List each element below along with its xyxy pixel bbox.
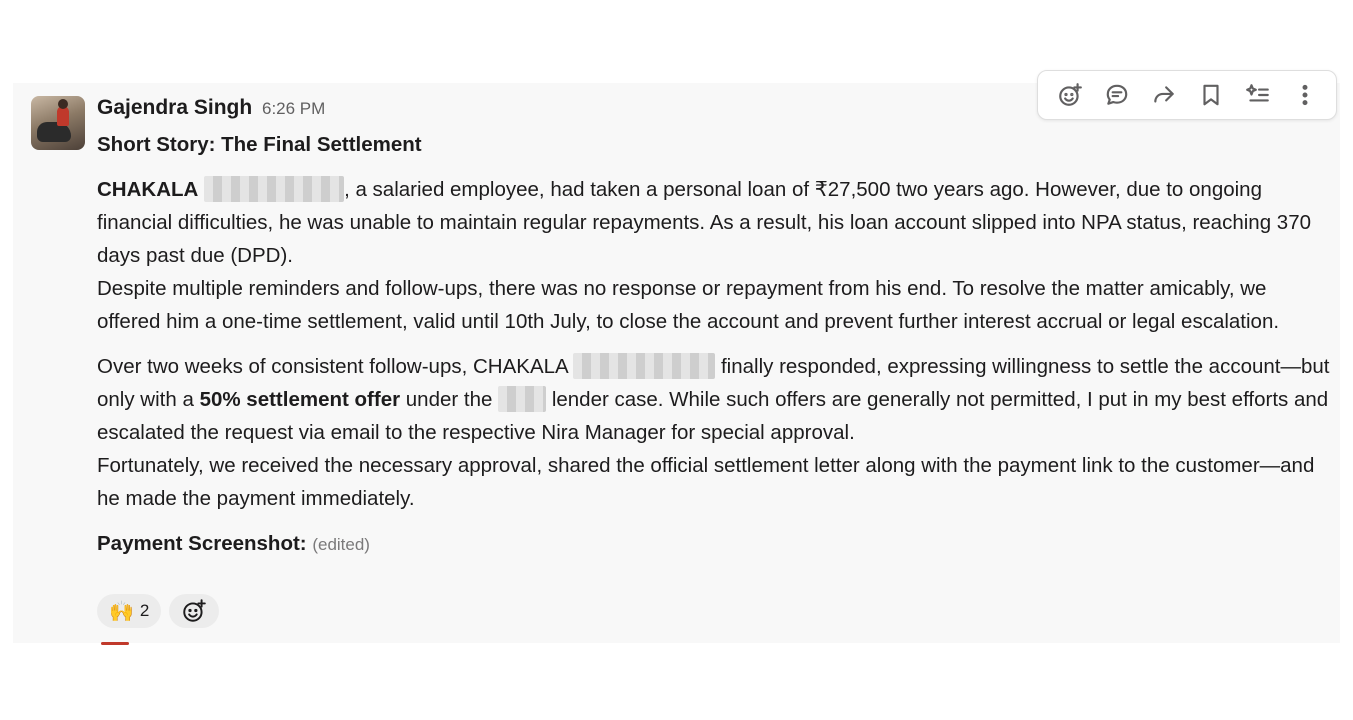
- reaction-raised-hands[interactable]: [97, 594, 161, 628]
- add-reaction-icon: [1057, 82, 1083, 108]
- forward-action[interactable]: [1144, 76, 1184, 114]
- paragraph-1: [97, 173, 1333, 338]
- avatar-person-shape: [57, 106, 69, 126]
- reply-in-thread-icon: [1104, 82, 1130, 108]
- ai-summarize-icon: [1245, 82, 1271, 108]
- reactions-bar: [97, 594, 219, 628]
- paragraph-2-end: lender case. While such offers are generally not permitted, I put in my best efforts and escalated the request via email to the respective Nira Manager for special approval.: [97, 388, 1329, 444]
- message-body: [97, 128, 1333, 561]
- next-message-marker: [101, 642, 129, 645]
- message-row[interactable]: [13, 83, 1340, 643]
- edited-marker: (edited): [312, 535, 370, 554]
- avatar[interactable]: [31, 96, 85, 150]
- more-actions-action[interactable]: [1285, 76, 1325, 114]
- paragraph-1-line-2: Despite multiple reminders and follow-ups, there was no response or repayment from his end. To resolve the matter amicably, we offered him a one-time settlement, valid until 10th July, to close the account and prevent further interest accrual or legal escalation.: [97, 277, 1280, 333]
- reaction-count: 2: [139, 601, 150, 620]
- forward-icon: [1151, 82, 1177, 108]
- redacted-lender: [498, 386, 546, 412]
- paragraph-2-start: Over two weeks of consistent follow-ups, CHAKALA: [97, 355, 568, 378]
- paragraph-2-mid-1: finally responded, expressing willingness to settle the account—but only with a: [97, 355, 1330, 411]
- story-title: Short Story: The Final Settlement: [97, 133, 422, 156]
- customer-name: CHAKALA: [97, 178, 199, 201]
- paragraph-1-text: , a salaried employee, had taken a personal loan of ₹27,500 two years ago. However, due to ongoing financial difficulties, he was unable to maintain regular repayments. As a result, his loan account slipped into NPA status, reaching 370 days past due (DPD).: [97, 178, 1311, 267]
- settlement-offer-bold: 50% settlement offer: [199, 388, 401, 411]
- paragraph-2-mid-2: under the: [405, 388, 493, 411]
- payment-screenshot-label: [97, 527, 1333, 561]
- add-reaction-action[interactable]: [1050, 76, 1090, 114]
- bookmark-action[interactable]: [1191, 76, 1231, 114]
- reply-in-thread-action[interactable]: [1097, 76, 1137, 114]
- more-actions-icon: [1292, 82, 1318, 108]
- raised-hands-emoji: 🙌: [109, 600, 134, 623]
- redacted-surname: [204, 176, 344, 202]
- ai-summarize-action[interactable]: [1238, 76, 1278, 114]
- add-reaction-button[interactable]: [169, 594, 219, 628]
- sender-name[interactable]: Gajendra Singh: [97, 96, 253, 119]
- bookmark-icon: [1198, 82, 1224, 108]
- add-emoji-icon: [181, 598, 207, 624]
- redacted-surname-2: [573, 353, 715, 379]
- avatar-head-shape: [58, 99, 68, 109]
- paragraph-2: [97, 350, 1333, 515]
- message-actions-toolbar: [1037, 70, 1337, 120]
- timestamp[interactable]: 6:26 PM: [262, 99, 326, 118]
- paragraph-2-line-2: Fortunately, we received the necessary approval, shared the official settlement letter along with the payment link to the customer—and he made the payment immediately.: [97, 454, 1315, 510]
- payment-screenshot-text: Payment Screenshot:: [97, 532, 307, 555]
